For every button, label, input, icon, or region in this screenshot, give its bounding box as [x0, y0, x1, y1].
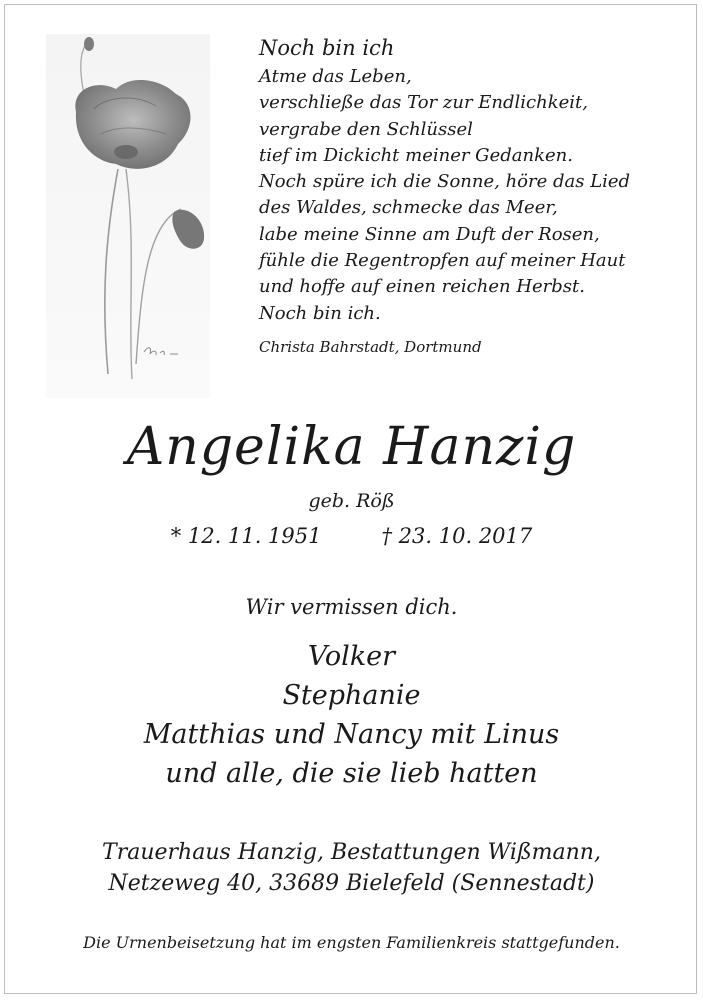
funeral-home-line: Trauerhaus Hanzig, Bestattungen Wißmann,	[102, 840, 601, 865]
mourner-name: und alle, die sie lieb hatten	[165, 758, 538, 789]
death-date: † 23. 10. 2017	[381, 524, 533, 548]
poem-line: des Waldes, schmecke das Meer,	[259, 197, 558, 219]
mourner-name: Matthias und Nancy mit Linus	[143, 719, 560, 750]
poem-line: vergrabe den Schlüssel	[259, 118, 473, 140]
poem-author: Christa Bahrstadt, Dortmund	[259, 337, 482, 356]
poem-line: Atme das Leben,	[259, 66, 412, 87]
burial-note: Die Urnenbeisetzung hat im engsten Familienkreis stattgefunden.	[83, 933, 620, 952]
poem-line: Noch spüre ich die Sonne, höre das Lied	[259, 171, 631, 193]
poem-line: Noch bin ich.	[259, 302, 381, 324]
farewell-message: Wir vermissen dich.	[245, 595, 458, 619]
poem-line: und hoffe auf einen reichen Herbst.	[259, 276, 585, 298]
mourner-name: Stephanie	[282, 680, 421, 711]
poem-title: Noch bin ich	[259, 36, 395, 60]
mourners-list	[0, 637, 703, 793]
poem-line: labe meine Sinne am Duft der Rosen,	[259, 223, 600, 245]
birth-date: * 12. 11. 1951	[170, 524, 322, 548]
poem-line: tief im Dickicht meiner Gedanken.	[259, 144, 573, 166]
poppy-illustration-icon	[46, 34, 210, 398]
life-dates	[0, 521, 703, 551]
poem-block	[259, 34, 679, 360]
deceased-name: Angelika Hanzig	[126, 417, 577, 477]
maiden-name: geb. Röß	[308, 490, 395, 512]
poem-line: fühle die Regentropfen auf meiner Haut	[259, 250, 626, 272]
poem-line: verschließe das Tor zur Endlichkeit,	[259, 92, 589, 114]
mourner-name: Volker	[307, 641, 396, 672]
funeral-home-address	[0, 837, 703, 899]
funeral-home-line: Netzeweg 40, 33689 Bielefeld (Sennestadt)	[108, 871, 595, 896]
